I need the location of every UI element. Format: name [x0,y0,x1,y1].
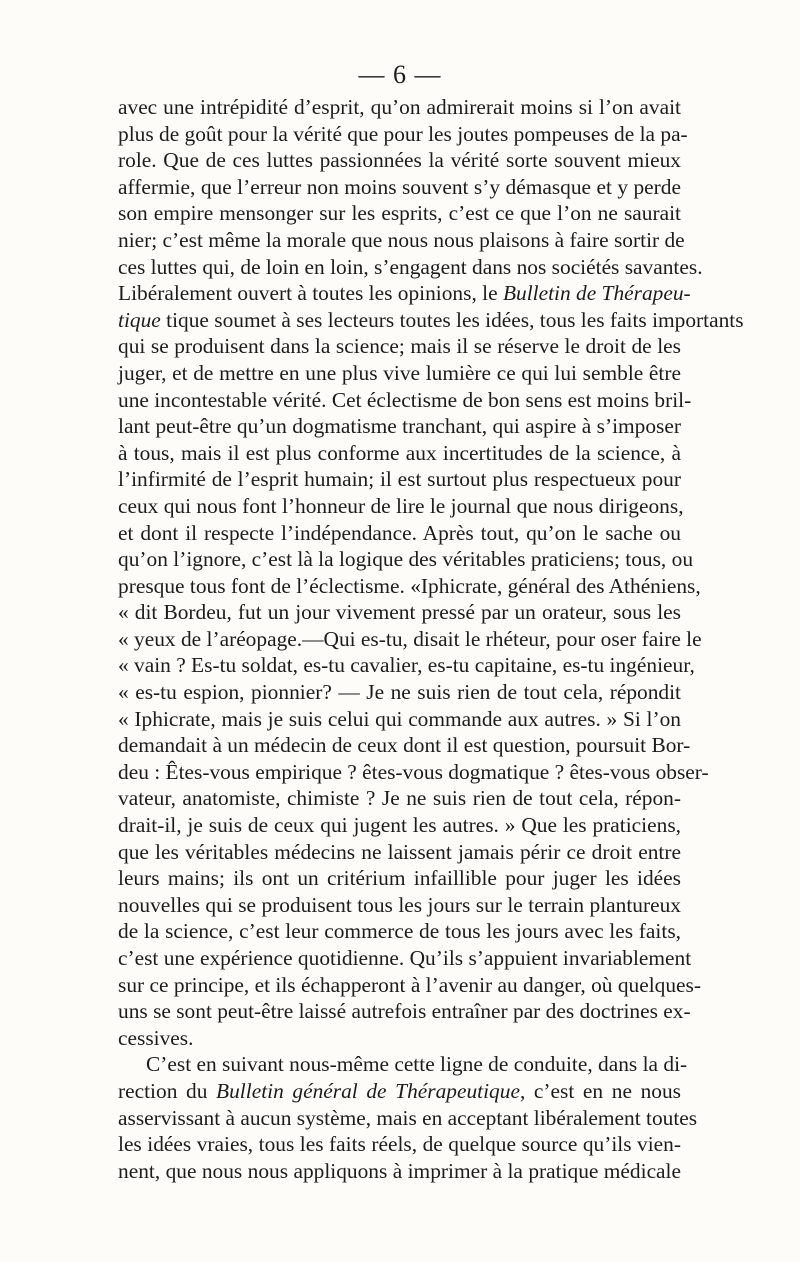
text-line: role. Que de ces luttes passionnées la vérité sorte souvent mieux [118,148,681,173]
text-line: et dont il respecte l’indépendance. Après tout, qu’on le sache ou [118,520,681,545]
text-line: qu’on l’ignore, c’est là la logique des véritables praticiens; tous, ou [118,547,694,572]
text-line: « yeux de l’aréopage.—Qui es-tu, disait le rhéteur, pour oser faire le [118,626,702,651]
text-line-mixed [118,1078,681,1105]
text-line: c’est une expérience quotidienne. Qu’ils s’appuient invariablement [118,946,692,970]
text-line: plus de goût pour la vérité que pour les joutes pompeuses de la pa- [118,121,688,146]
text-line: qui se produisent dans la science; mais il se réserve le droit de les [118,334,681,359]
text-line: « es-tu espion, pionnier? — Je ne suis rien de tout cela, répondit [118,680,681,705]
text-line: lant peut-être qu’un dogmatisme tranchant, qui aspire à s’imposer [118,414,681,439]
text-line: uns se sont peut-être laissé autrefois entraîner par des doctrines ex- [118,999,691,1024]
text-line: juger, et de mettre en une plus vive lumière ce qui lui semble être [118,360,681,385]
text-run: tique soumet à ses lecteurs toutes les idées, tous les faits importants [166,307,744,332]
text-line: « Iphicrate, mais je suis celui qui commande aux autres. » Si l’on [118,706,681,731]
text-line: leurs mains; ils ont un critérium infaillible pour juger les idées [118,866,681,891]
text-line: drait-il, je suis de ceux qui jugent les autres. » Que les praticiens, [118,813,681,838]
text-line: avec une intrépidité d’esprit, qu’on admirerait moins si l’on avait [118,95,681,119]
text-line-mixed [118,280,691,307]
text-line: son empire mensonger sur les esprits, c’est ce que l’on ne saurait [118,201,681,226]
journal-title-italic: tique [118,307,161,332]
text-run: Libéralement ouvert à toutes les opinions, le [118,281,498,306]
text-line: les idées vraies, tous les faits réels, de quelque source qu’ils vien- [118,1132,681,1157]
text-line-mixed [118,307,744,334]
text-line: nouvelles qui se produisent tous les jours sur le terrain plantureux [118,892,681,917]
text-line: « dit Bordeu, fut un jour vivement pressé par un orateur, sous les [118,600,681,625]
body-text [118,94,744,1184]
text-line: ceux qui nous font l’honneur de lire le journal que nous dirigeons, [118,493,684,518]
text-line: affermie, que l’erreur non moins souvent s’y démasque et y perde [118,174,681,199]
text-line: C’est en suivant nous-même cette ligne de conduite, dans la di- [146,1052,688,1077]
text-line: à tous, mais il est plus conforme aux incertitudes de la science, à [118,440,681,465]
text-line: que les véritables médecins ne laissent jamais périr ce droit entre [118,839,681,864]
text-line: demandait à un médecin de ceux dont il est question, poursuit Bor- [118,733,691,758]
page-number: — 6 — [358,60,442,89]
text-line: deu : Êtes-vous empirique ? êtes-vous dogmatique ? êtes-vous obser- [118,759,709,784]
text-line: ces luttes qui, de loin en loin, s’engagent dans nos sociétés savantes. [118,254,703,279]
text-line: presque tous font de l’éclectisme. «Iphicrate, général des Athéniens, [118,573,701,598]
text-line: sur ce principe, et ils échapperont à l’avenir au danger, où quelques- [118,972,701,997]
journal-title-italic: Bulletin de Thérapeu- [502,281,691,306]
text-line: l’infirmité de l’esprit humain; il est surtout plus respectueux pour [118,467,681,492]
text-line: asservissant à aucun système, mais en acceptant libéralement toutes [118,1105,698,1130]
text-line: une incontestable vérité. Cet éclectisme de bon sens est moins bril- [118,387,692,412]
journal-title-italic: Bulletin général de Thérapeutique [216,1078,520,1103]
text-line: cessives. [118,1025,194,1050]
text-line: nent, que nous nous appliquons à imprimer à la pratique médicale [118,1158,681,1183]
text-line: « vain ? Es-tu soldat, es-tu cavalier, es-tu capitaine, es-tu ingénieur, [118,653,695,678]
text-line: vateur, anatomiste, chimiste ? Je ne suis rien de tout cela, répon- [118,786,681,811]
text-run: rection du [118,1078,208,1103]
text-run: , c’est en ne nous [519,1078,681,1103]
text-line: de la science, c’est leur commerce de tous les jours avec les faits, [118,919,681,944]
text-line: nier; c’est même la morale que nous nous plaisons à faire sortir de [118,227,685,252]
